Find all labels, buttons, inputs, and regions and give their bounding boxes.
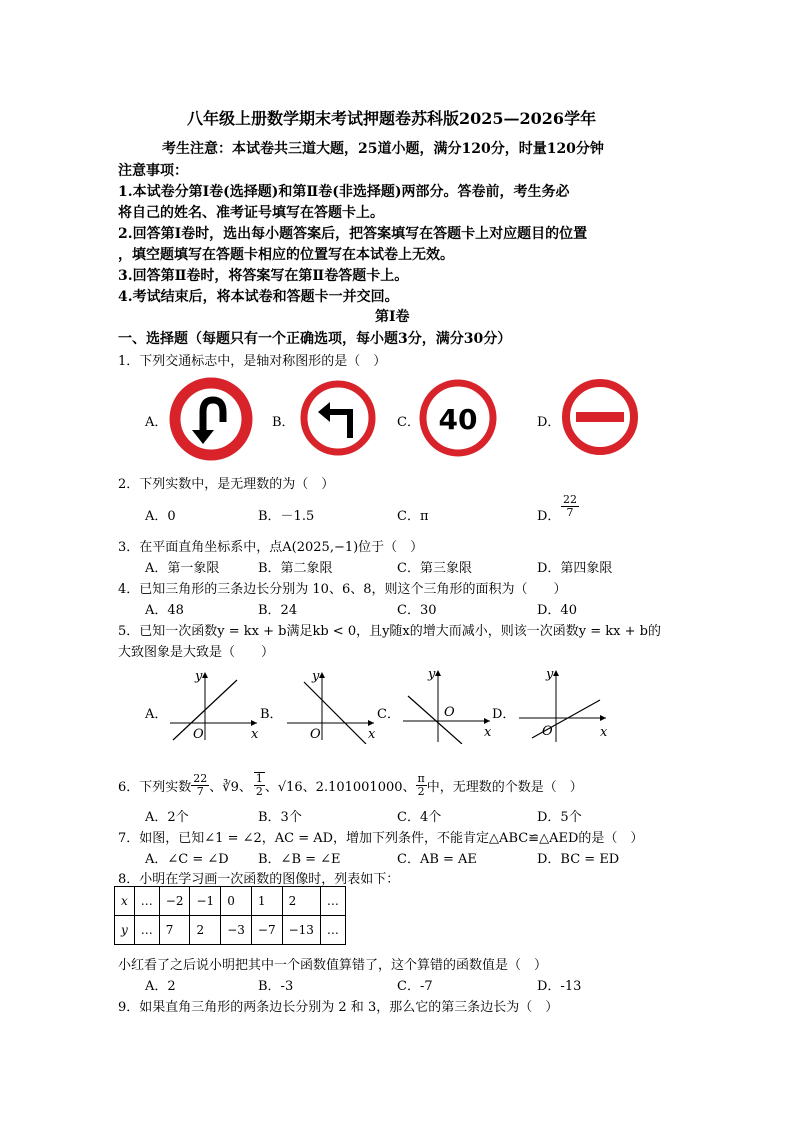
q2-option-d-fraction [561, 494, 579, 519]
graph-d-y-label: y [546, 667, 554, 682]
section-title: 第Ⅰ卷 [375, 309, 410, 325]
q8-value-table [114, 886, 346, 945]
table-cell: … [320, 887, 345, 916]
graph-d-x-label: x [600, 725, 608, 740]
q7-stem: 7．如图，已知∠1 = ∠2，AC = AD，增加下列条件，不能肯定△ABC≌△AED的是（ ） [118, 831, 644, 846]
q6-frac3-den: 2 [417, 784, 425, 798]
part1-heading: 一、选择题（每题只有一个正确选项，每小题3分，满分30分） [118, 331, 512, 347]
instruction-3: 3.回答第Ⅱ卷时，将答案写在第Ⅱ卷答题卡上。 [118, 268, 409, 284]
graph-c [398, 662, 498, 744]
q5-stem-b: 大致图象是大致是（ ） [118, 645, 275, 660]
q6-stem [118, 772, 583, 798]
graph-c-x-label: x [484, 725, 492, 740]
q7-option-a: A．∠C = ∠D [145, 852, 229, 867]
exam-notice: 考生注意：本试卷共三道大题，25道小题，满分120分，时量120分钟 [162, 141, 604, 157]
speed-limit-sign-icon [418, 378, 498, 458]
instructions-heading: 注意事项： [118, 163, 188, 179]
q8-option-a: A．2 [145, 979, 176, 994]
graph-b-origin-label: O [310, 727, 321, 742]
q7-option-b: B．∠B = ∠E [258, 852, 341, 867]
q8-after: 小红看了之后说小明把其中一个函数值算错了，这个算错的函数值是（ ） [118, 958, 548, 973]
q8-option-d: D．-13 [537, 979, 582, 994]
q3-option-d: D．第四象限 [537, 561, 613, 576]
table-cell: … [320, 916, 345, 945]
table-cell: 2 [190, 916, 221, 945]
table-cell: y [115, 916, 135, 945]
q4-stem: 4．已知三角形的三条边长分别为 10、6、8，则这个三角形的面积为（ ） [118, 582, 567, 597]
graph-a [165, 668, 265, 744]
q2-option-b: B．－1.5 [258, 509, 315, 524]
table-cell: −3 [221, 916, 252, 945]
instruction-1b: 将自己的姓名、准考证号填写在答题卡上。 [118, 205, 384, 221]
q5-stem-a: 5．已知一次函数y = kx + b满足kb < 0，且y随x的增大而减小，则该一次函数y = kx + b的 [118, 624, 661, 639]
exam-title: 八年级上册数学期末考试押题卷苏科版2025—2026学年 [187, 109, 597, 128]
table-cell: 0 [221, 887, 252, 916]
table-cell: … [134, 887, 159, 916]
uturn-sign-icon [168, 376, 254, 462]
q5-label-c: C． [377, 707, 400, 722]
graph-c-origin-label: O [444, 705, 455, 720]
graph-d [514, 662, 614, 744]
table-cell: −2 [159, 887, 190, 916]
q1-label-a: A． [145, 415, 168, 430]
q6-sqrt-den: 2 [255, 785, 263, 798]
q1-label-c: C． [397, 415, 420, 430]
graph-a-y-label: y [195, 669, 203, 684]
q8-stem: 8．小明在学习画一次函数的图像时，列表如下： [118, 872, 400, 887]
q8-option-b: B．-3 [258, 979, 294, 994]
q6-option-d: D．5个 [537, 810, 582, 825]
q3-option-b: B．第二象限 [258, 561, 333, 576]
q5-label-a: A． [145, 707, 168, 722]
q6-option-c: C．4个 [397, 810, 442, 825]
graph-b-y-label: y [312, 669, 320, 684]
q7-option-d: D．BC = ED [537, 852, 620, 867]
graph-b-x-label: x [368, 727, 376, 742]
table-cell: 1 [251, 887, 282, 916]
instruction-1a: 1.本试卷分第Ⅰ卷(选择题)和第Ⅱ卷(非选择题)两部分。答卷前，考生务必 [118, 184, 570, 200]
q5-label-d: D． [492, 707, 516, 722]
left-turn-sign-icon [298, 378, 378, 458]
q6-option-b: B．3个 [258, 810, 302, 825]
graph-d-origin-label: O [542, 724, 553, 739]
table-row [115, 916, 346, 945]
q6-option-a: A．2个 [145, 810, 189, 825]
q5-label-b: B． [260, 707, 283, 722]
no-entry-sign-icon [559, 376, 641, 458]
q4-option-c: C．30 [397, 603, 437, 618]
q4-option-b: B．24 [258, 603, 298, 618]
q3-option-c: C．第三象限 [397, 561, 472, 576]
instruction-4: 4.考试结束后，将本试卷和答题卡一并交回。 [118, 289, 399, 305]
q6-sqrt-num: 1 [255, 772, 263, 785]
q6-items2: 、√16、2.101001000、 [264, 779, 416, 795]
q2-stem: 2．下列实数中，是无理数的为（ ） [118, 477, 335, 492]
table-cell: … [134, 916, 159, 945]
q6-frac1-num: 22 [193, 771, 208, 785]
q2-option-d: D． [537, 509, 561, 524]
q1-label-d: D． [537, 415, 561, 430]
q6-stem-end: 中，无理数的个数是（ ） [426, 779, 583, 795]
q6-frac3-num: π [417, 771, 425, 785]
q1-label-b: B． [272, 415, 295, 430]
table-row [115, 887, 346, 916]
table-cell: −7 [251, 916, 282, 945]
graph-c-y-label: y [428, 667, 436, 682]
q9-stem: 9．如果直角三角形的两条边长分别为 2 和 3，那么它的第三条边长为（ ） [118, 1000, 559, 1015]
q2-option-a: A．0 [145, 509, 176, 524]
q3-option-a: A．第一象限 [145, 561, 220, 576]
graph-a-x-label: x [251, 727, 259, 742]
q6-frac1-den: 7 [196, 784, 204, 798]
table-cell: 2 [282, 887, 320, 916]
table-cell: x [115, 887, 135, 916]
q6-items: 、∛9、 [209, 779, 252, 795]
table-cell: −1 [190, 887, 221, 916]
instruction-2a: 2.回答第Ⅰ卷时，选出每小题答案后，把答案填写在答题卡上对应题目的位置 [118, 226, 588, 242]
q2-option-c: C．π [397, 509, 429, 524]
q2-d-numerator: 22 [563, 493, 577, 506]
q4-option-d: D．40 [537, 603, 577, 618]
q8-option-c: C．-7 [397, 979, 433, 994]
instruction-2b: ，填空题填写在答题卡相应的位置写在本试卷上无效。 [118, 247, 454, 263]
speed-limit-text: 40 [438, 403, 478, 436]
table-cell: 7 [159, 916, 190, 945]
q6-stem-start: 6．下列实数 [118, 779, 192, 795]
graph-a-origin-label: O [193, 727, 204, 742]
q2-d-denominator: 7 [566, 506, 574, 519]
q3-stem: 3．在平面直角坐标系中，点A(2025,−1)位于（ ） [118, 540, 424, 555]
table-cell: −13 [282, 916, 320, 945]
q4-option-a: A．48 [145, 603, 184, 618]
graph-b [282, 668, 382, 744]
q7-option-c: C．AB = AE [397, 852, 477, 867]
q1-stem: 1．下列交通标志中，是轴对称图形的是（ ） [118, 354, 387, 369]
